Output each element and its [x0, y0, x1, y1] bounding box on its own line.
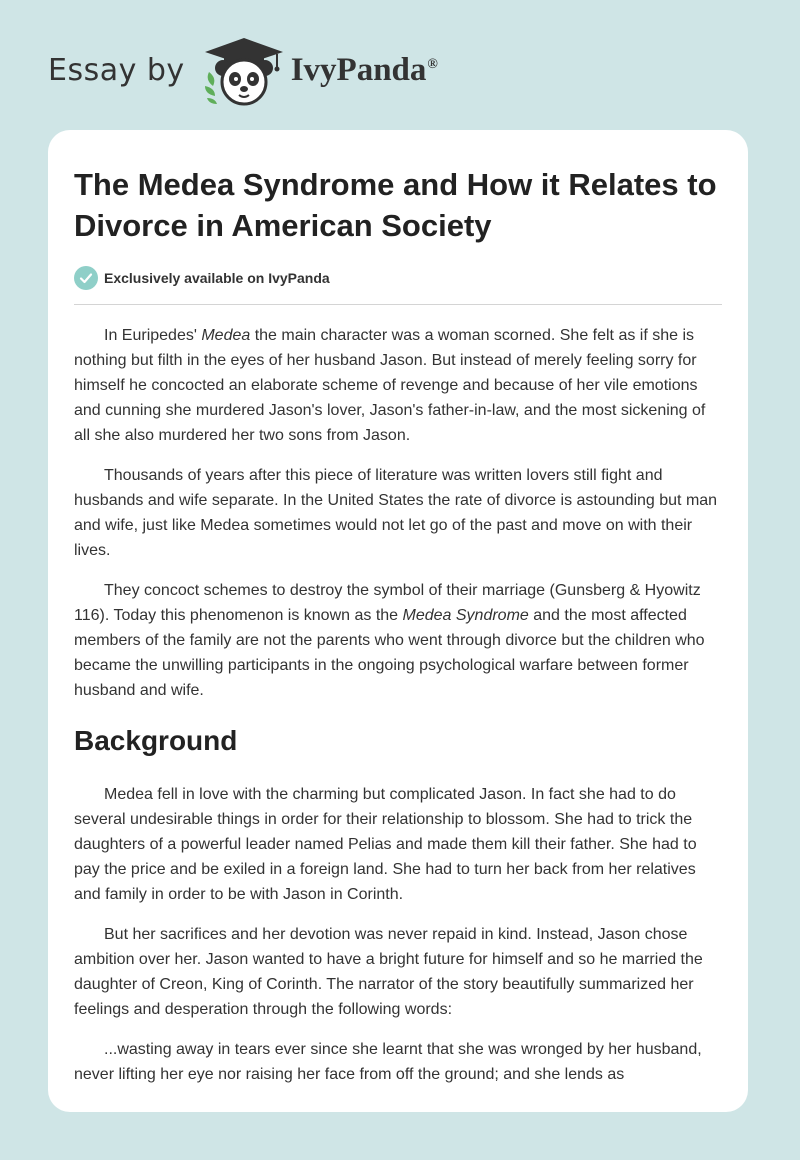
paragraph-4: Medea fell in love with the charming but complicated Jason. In fact she had to do several undesirable things in order for their relationship to blossom. She had to trick the daughters of a powerful leader named Pelias and made them kill their father. She had to pay the price and be exiled in a foreign land. She had to turn her back from her relatives and family in order to be with Jason in Corinth.	[74, 786, 697, 903]
site-header	[0, 0, 800, 120]
exclusive-badge	[74, 266, 722, 305]
paragraph-3: They concoct schemes to destroy the symbol of their marriage (Gunsberg & Hyowitz 116). Today this phenomenon is known as the Medea Syndrome and the most affected members of the family are not the parents who went through divorce but the children who became the unwilling participants in the ongoing psychological warfare between former husband and wife.	[74, 582, 705, 699]
registered-mark: ®	[427, 56, 438, 72]
syndrome-term: Medea Syndrome	[402, 607, 529, 624]
paragraph-6: ...wasting away in tears ever since she learnt that she was wronged by her husband, never lifting her eye nor raising her face from off the ground; and she lends as	[74, 1041, 702, 1083]
section-heading-background: Background	[74, 725, 238, 756]
page-title: The Medea Syndrome and How it Relates to Divorce in American Society	[74, 167, 717, 243]
paragraph-1: In Euripedes' Medea the main character was a woman scorned. She felt as if she is nothing but filth in the eyes of her husband Jason. But instead of merely feeling sorry for himself he concocted an elaborate scheme of revenge and because of her vile emotions and cunning she murdered Jason's lover, Jason's father-in-law, and the most sickening of all she also murdered her two sons from Jason.	[74, 327, 706, 444]
paragraph-5: But her sacrifices and her devotion was never repaid in kind. Instead, Jason chose ambition over her. Jason wanted to have a bright future for himself and so he married the daughter of Creon, King of Corinth. The narrator of the story beautifully summarized her feelings and desperation through the following words:	[74, 926, 703, 1018]
work-title: Medea	[201, 327, 251, 344]
essay-card	[48, 130, 748, 1112]
checkmark-icon	[74, 266, 98, 290]
ivypanda-wordmark: IvyPanda®	[290, 51, 438, 88]
panda-graduate-logo-icon	[199, 34, 289, 106]
essay-body	[74, 323, 722, 1087]
brand-logo[interactable]	[48, 34, 438, 106]
essay-by-label: Essay by	[48, 52, 185, 88]
exclusive-label: Exclusively available on IvyPanda	[104, 270, 330, 286]
paragraph-2: Thousands of years after this piece of literature was written lovers still fight and husbands and wife separate. In the United States the rate of divorce is astounding but man and wife, just like Medea sometimes would not let go of the past and move on with their lives.	[74, 467, 718, 559]
